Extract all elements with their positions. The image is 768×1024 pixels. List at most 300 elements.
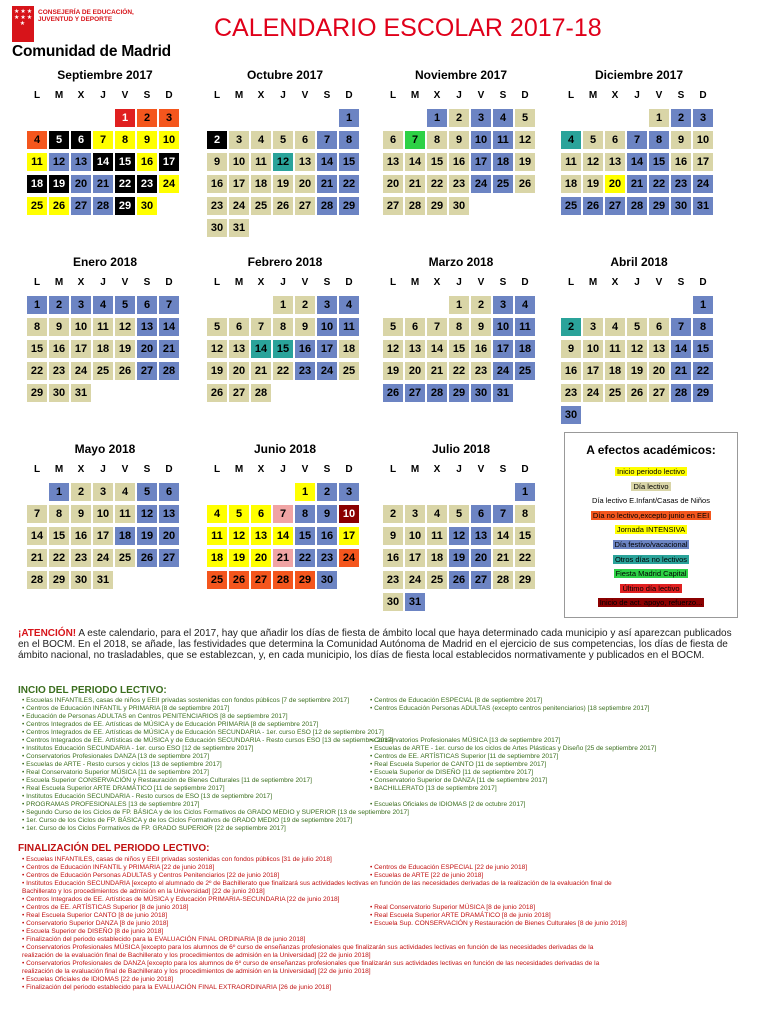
legend-item [565,482,737,491]
day-cell: 2 [316,482,338,502]
day-cell: 11 [206,526,228,546]
day-cell: 29 [26,383,48,403]
day-cell: 19 [114,339,136,359]
day-cell: 12 [582,152,604,172]
day-header: M [404,460,426,480]
day-cell: 17 [470,152,492,172]
day-cell: 11 [338,317,360,337]
day-cell: 20 [382,174,404,194]
day-cell: 7 [626,130,648,150]
day-cell: 22 [692,361,714,381]
legend-label: Otros días no lectivos [614,554,688,564]
day-cell: 28 [492,570,514,590]
day-cell: 19 [514,152,536,172]
inicio-right-item: • Escuelas de ARTE - 1er. curso de los ciclos de Artes Plásticas y Diseño [25 de septiembre 2017] [370,745,657,752]
inicio-item: • Conservatorios Profesionales DANZA [13 de septiembre 2017] [22,753,210,760]
day-cell: 2 [670,108,692,128]
day-header: M [228,273,250,293]
day-cell: 16 [470,339,492,359]
day-cell: 3 [70,295,92,315]
day-cell: 1 [272,295,294,315]
day-cell: 3 [492,295,514,315]
day-cell: 5 [272,130,294,150]
day-cell: 24 [492,361,514,381]
header [0,0,768,64]
day-cell: 5 [514,108,536,128]
day-header: V [114,460,136,480]
day-cell: 29 [48,570,70,590]
day-cell: 25 [114,548,136,568]
day-cell: 28 [158,361,180,381]
day-header: V [294,86,316,106]
month-title: Junio 2018 [253,442,317,456]
logo-line-1: CONSEJERÍA DE EDUCACIÓN, [38,9,134,16]
day-cell: 1 [294,482,316,502]
day-cell: 20 [250,548,272,568]
day-cell: 16 [206,174,228,194]
day-cell: 27 [648,383,670,403]
day-cell: 30 [70,570,92,590]
month-title: Abril 2018 [610,255,668,269]
day-cell: 21 [426,361,448,381]
day-cell: 20 [404,361,426,381]
day-cell: 30 [136,196,158,216]
madrid-flag-icon: ★★★ ★★★ ★ [12,6,34,42]
day-cell: 19 [136,526,158,546]
day-cell: 13 [648,339,670,359]
day-header: S [492,86,514,106]
day-cell: 28 [272,570,294,590]
month-title: Enero 2018 [72,255,138,269]
day-cell: 10 [470,130,492,150]
day-header: S [670,86,692,106]
inicio-right-item: • Real Escuela Superior de CANTO [11 de septiembre 2017] [370,761,547,768]
day-header: L [26,86,48,106]
day-cell: 11 [492,130,514,150]
day-header: J [92,86,114,106]
inicio-item: • Institutos Educación SECUNDARIA - 1er. curso ESO [12 de septiembre 2017] [22,745,254,752]
day-cell: 7 [26,504,48,524]
day-cell: 4 [604,317,626,337]
day-cell: 19 [448,548,470,568]
day-cell: 22 [114,174,136,194]
day-cell: 25 [426,570,448,590]
notice [18,628,738,661]
day-cell: 25 [492,174,514,194]
day-cell: 13 [470,526,492,546]
fin-item: • Escuelas Oficiales de IDIOMAS [22 de junio 2018] [22,976,174,983]
day-cell: 23 [206,196,228,216]
day-cell: 3 [316,295,338,315]
inicio-right-item: • Centros Educación Personas ADULTAS (excepto centros penitenciarios) [18 septiembre 2017] [370,705,650,712]
day-cell: 27 [604,196,626,216]
day-cell: 8 [692,317,714,337]
day-cell: 8 [448,317,470,337]
day-cell: 6 [70,130,92,150]
day-cell: 31 [228,218,250,238]
day-cell: 15 [294,526,316,546]
day-cell: 17 [158,152,180,172]
month-title: Febrero 2018 [247,255,323,269]
inicio-item: • PROGRAMAS PROFESIONALES [13 de septiembre 2017] [22,801,200,808]
day-cell: 15 [426,152,448,172]
day-cell: 11 [92,317,114,337]
day-cell: 6 [382,130,404,150]
day-cell: 15 [48,526,70,546]
fin-item: • Centros Integrados de EE. Artísticas de MÚSICA y Educación PRIMARIA-SECUNDARIA [22 de junio 2018] [22,896,340,903]
day-cell: 27 [250,570,272,590]
inicio-item: • Centros Integrados de EE. Artísticas de MÚSICA y de Educación SECUNDARIA - 1er. curso ESO [12 de septiembre 2017] [22,729,384,736]
inicio-title: INCIO DEL PERIODO LECTIVO: [18,685,167,696]
day-cell: 17 [338,526,360,546]
day-cell: 2 [206,130,228,150]
fin-item: • Finalización del periodo establecido para la EVALUACIÓN FINAL ORDINARIA [8 de junio 2018] [22,936,306,943]
day-cell: 2 [448,108,470,128]
day-cell: 28 [316,196,338,216]
fin-right-item: • Escuelas de ARTE [22 de junio 2018] [370,872,484,879]
day-cell: 6 [228,317,250,337]
fin-item: realización de la evaluación final de Bachillerato y los procedimientos de admisión en la Universidad] [22 de junio 2018] [22,968,371,975]
day-cell: 23 [382,570,404,590]
day-cell: 14 [626,152,648,172]
inicio-item: • Escuelas INFANTILES, casas de niños y EEII privadas sostenidas con fondos públicos [7 de septiembre 2017] [22,697,350,704]
day-header: J [626,273,648,293]
day-cell: 26 [136,548,158,568]
inicio-right-item: • Conservatorios Profesionales MÚSICA [13 de septiembre 2017] [370,737,561,744]
day-cell: 16 [294,339,316,359]
day-cell: 14 [426,339,448,359]
day-cell: 23 [448,174,470,194]
day-cell: 20 [604,174,626,194]
day-header: M [48,273,70,293]
day-cell: 18 [426,548,448,568]
inicio-right-item: • Escuelas Oficiales de IDIOMAS [2 de octubre 2017] [370,801,526,808]
day-cell: 13 [294,152,316,172]
day-cell: 16 [136,152,158,172]
day-header: V [114,86,136,106]
day-header: X [70,273,92,293]
day-cell: 26 [514,174,536,194]
day-cell: 13 [228,339,250,359]
day-header: L [26,460,48,480]
day-cell: 23 [136,174,158,194]
day-cell: 3 [228,130,250,150]
day-cell: 14 [316,152,338,172]
day-header: S [316,86,338,106]
day-cell: 25 [560,196,582,216]
day-cell: 25 [92,361,114,381]
day-cell: 28 [626,196,648,216]
day-cell: 2 [294,295,316,315]
day-cell: 6 [158,482,180,502]
day-cell: 22 [26,361,48,381]
day-cell: 21 [670,361,692,381]
inicio-right-item: • Conservatorio Superior de DANZA [11 de septiembre 2017] [370,777,548,784]
month-title: Octubre 2017 [246,68,324,82]
day-cell: 10 [228,152,250,172]
day-header: X [250,460,272,480]
day-cell: 21 [404,174,426,194]
day-cell: 12 [206,339,228,359]
day-cell: 19 [48,174,70,194]
day-cell: 24 [158,174,180,194]
day-cell: 30 [470,383,492,403]
day-cell: 18 [560,174,582,194]
day-cell: 16 [316,526,338,546]
day-header: V [470,86,492,106]
day-cell: 5 [114,295,136,315]
fin-item: • Conservatorio Superior DANZA [8 de junio 2018] [22,920,169,927]
fin-item: • Conservatorios Profesionales de DANZA [excepto para los alumnos de 6º curso de enseñanzas profesionales que finalizarán sus actividades lectivas en función de las necesidades derivadas de la [22,960,600,967]
legend-item [565,467,737,476]
day-cell: 8 [48,504,70,524]
day-cell: 12 [626,339,648,359]
day-header: D [158,86,180,106]
day-cell: 18 [92,339,114,359]
day-cell: 18 [492,152,514,172]
day-cell: 10 [404,526,426,546]
day-header: M [48,86,70,106]
day-cell: 28 [92,196,114,216]
fin-item: • Centros de Educación INFANTIL y PRIMARIA [22 de junio 2018] [22,864,215,871]
day-cell: 24 [338,548,360,568]
day-cell: 15 [272,339,294,359]
day-cell: 6 [470,504,492,524]
day-cell: 18 [206,548,228,568]
day-cell: 3 [470,108,492,128]
day-header: J [272,273,294,293]
day-cell: 4 [206,504,228,524]
day-cell: 7 [272,504,294,524]
day-cell: 29 [338,196,360,216]
day-cell: 6 [136,295,158,315]
day-cell: 5 [228,504,250,524]
day-header: V [114,273,136,293]
day-cell: 7 [92,130,114,150]
inicio-item: • Real Escuela Superior ARTE DRAMÁTICO [11 de septiembre 2017] [22,785,225,792]
day-cell: 20 [70,174,92,194]
day-cell: 17 [692,152,714,172]
inicio-right-item: • Centros de Educación ESPECIAL [8 de septiembre 2017] [370,697,543,704]
day-cell: 31 [692,196,714,216]
day-header: X [426,273,448,293]
fin-title: FINALIZACIÓN DEL PERIODO LECTIVO: [18,843,210,854]
day-cell: 24 [404,570,426,590]
day-header: L [26,273,48,293]
day-cell: 25 [250,196,272,216]
logo-line-2: JUVENTUD Y DEPORTE [38,16,113,23]
day-cell: 17 [92,526,114,546]
fin-item: • Conservatorios Profesionales MÚSICA [excepto para los alumnos de 6º curso de enseñanzas profesionales que finalizarán sus actividades lectivas en función de las necesidades derivadas de la [22,944,594,951]
day-cell: 13 [404,339,426,359]
fin-item: • Real Escuela Superior CANTO [8 de junio 2018] [22,912,168,919]
day-header: J [92,273,114,293]
day-cell: 10 [582,339,604,359]
day-cell: 10 [338,504,360,524]
day-cell: 12 [272,152,294,172]
day-cell: 21 [626,174,648,194]
day-header: D [338,86,360,106]
inicio-right-item: • Escuela Superior de DISEÑO [11 de septiembre 2017] [370,769,534,776]
day-cell: 29 [692,383,714,403]
day-cell: 30 [382,592,404,612]
day-header: V [294,460,316,480]
day-cell: 15 [26,339,48,359]
day-header: L [560,273,582,293]
fin-right-item: • Escuela Sup. CONSERVACIÓN y Restauración de Bienes Culturales [8 de junio 2018] [370,920,627,927]
day-cell: 3 [92,482,114,502]
day-cell: 12 [228,526,250,546]
day-cell: 19 [626,361,648,381]
day-header: V [470,460,492,480]
month-title: Mayo 2018 [74,442,136,456]
day-cell: 25 [206,570,228,590]
day-cell: 9 [470,317,492,337]
day-cell: 14 [404,152,426,172]
day-header: M [228,86,250,106]
day-cell: 12 [514,130,536,150]
day-cell: 24 [92,548,114,568]
day-cell: 16 [382,548,404,568]
legend-label: Día festivo/vacacional [614,540,688,549]
day-cell: 6 [294,130,316,150]
day-cell: 4 [92,295,114,315]
day-cell: 4 [26,130,48,150]
day-cell: 21 [158,339,180,359]
day-header: L [206,273,228,293]
day-cell: 24 [70,361,92,381]
day-cell: 27 [70,196,92,216]
legend-item [565,511,737,520]
day-cell: 1 [114,108,136,128]
day-cell: 28 [404,196,426,216]
day-cell: 14 [250,339,272,359]
day-cell: 8 [272,317,294,337]
month-title: Septiembre 2017 [57,68,153,82]
legend-item [565,584,737,593]
day-cell: 5 [626,317,648,337]
day-cell: 18 [604,361,626,381]
day-cell: 2 [382,504,404,524]
day-cell: 2 [48,295,70,315]
inicio-item: • 1er. Curso de los Ciclos de FP. BÁSICA y de los Ciclos Formativos de GRADO MEDIO [19 de septiembre 2017] [22,817,353,824]
day-cell: 11 [426,526,448,546]
day-header: X [426,86,448,106]
day-cell: 22 [448,361,470,381]
day-cell: 23 [70,548,92,568]
day-cell: 19 [272,174,294,194]
day-cell: 4 [492,108,514,128]
day-cell: 17 [316,339,338,359]
day-cell: 26 [114,361,136,381]
day-cell: 21 [272,548,294,568]
day-cell: 10 [92,504,114,524]
day-cell: 9 [316,504,338,524]
inicio-item: • Educación de Personas ADULTAS en Centros PENITENCIARIOS [8 de septiembre 2017] [22,713,288,720]
day-cell: 10 [692,130,714,150]
day-cell: 4 [338,295,360,315]
day-cell: 20 [470,548,492,568]
fin-item: • Centros de Educación Personas ADULTAS y Centros Penitenciarios [22 de junio 2018] [22,872,280,879]
day-cell: 26 [626,383,648,403]
day-cell: 7 [670,317,692,337]
day-cell: 12 [136,504,158,524]
day-cell: 5 [382,317,404,337]
day-cell: 10 [70,317,92,337]
day-cell: 30 [448,196,470,216]
day-cell: 4 [560,130,582,150]
day-header: S [670,273,692,293]
fin-right-item: • Real Escuela Superior ARTE DRAMÁTICO [8 de junio 2018] [370,912,551,919]
day-cell: 27 [228,383,250,403]
day-header: S [136,460,158,480]
day-cell: 7 [316,130,338,150]
day-cell: 5 [448,504,470,524]
day-header: S [492,273,514,293]
day-header: S [492,460,514,480]
day-cell: 10 [158,130,180,150]
day-cell: 26 [272,196,294,216]
day-cell: 28 [26,570,48,590]
day-cell: 12 [382,339,404,359]
day-cell: 8 [338,130,360,150]
legend-label: Inicio de act. apoyo, refuerzo... [599,598,703,608]
day-header: X [250,273,272,293]
inicio-item: • 1er. Curso de los Ciclos Formativos de FP. GRADO SUPERIOR [22 de septiembre 2017] [22,825,286,832]
day-cell: 11 [604,339,626,359]
day-header: X [426,460,448,480]
day-cell: 23 [670,174,692,194]
day-cell: 14 [492,526,514,546]
day-header: X [250,86,272,106]
day-cell: 20 [228,361,250,381]
legend-label: Último día lectivo [622,583,680,593]
legend-item [565,540,737,549]
inicio-item: • Segundo Curso de los Ciclos de FP. BÁSICA y de los Ciclos Formativos de GRADO MEDIO y SUPERIOR [13 de septiembre 2017] [22,809,409,816]
day-cell: 13 [382,152,404,172]
day-cell: 28 [670,383,692,403]
day-cell: 2 [560,317,582,337]
day-cell: 3 [404,504,426,524]
legend-item [565,496,737,505]
day-cell: 28 [426,383,448,403]
day-cell: 9 [48,317,70,337]
day-cell: 27 [136,361,158,381]
day-cell: 21 [92,174,114,194]
day-cell: 25 [604,383,626,403]
day-cell: 19 [382,361,404,381]
inicio-right-item: • BACHILLERATO [13 de septiembre 2017] [370,785,497,792]
day-header: D [338,460,360,480]
day-cell: 26 [48,196,70,216]
day-cell: 1 [514,482,536,502]
day-cell: 3 [158,108,180,128]
day-cell: 18 [250,174,272,194]
fin-right-item: • Real Conservatorio Superior MÚSICA [8 de junio 2018] [370,904,536,911]
day-cell: 29 [294,570,316,590]
day-header: M [404,273,426,293]
day-cell: 7 [426,317,448,337]
fin-item: Bachillerato y los procedimientos de admisión en la Universidad] [22 de junio 2018] [22,888,265,895]
day-cell: 20 [158,526,180,546]
day-cell: 22 [272,361,294,381]
day-cell: 3 [582,317,604,337]
day-cell: 26 [228,570,250,590]
day-header: L [382,273,404,293]
day-cell: 1 [448,295,470,315]
day-header: D [514,460,536,480]
day-header: S [316,460,338,480]
